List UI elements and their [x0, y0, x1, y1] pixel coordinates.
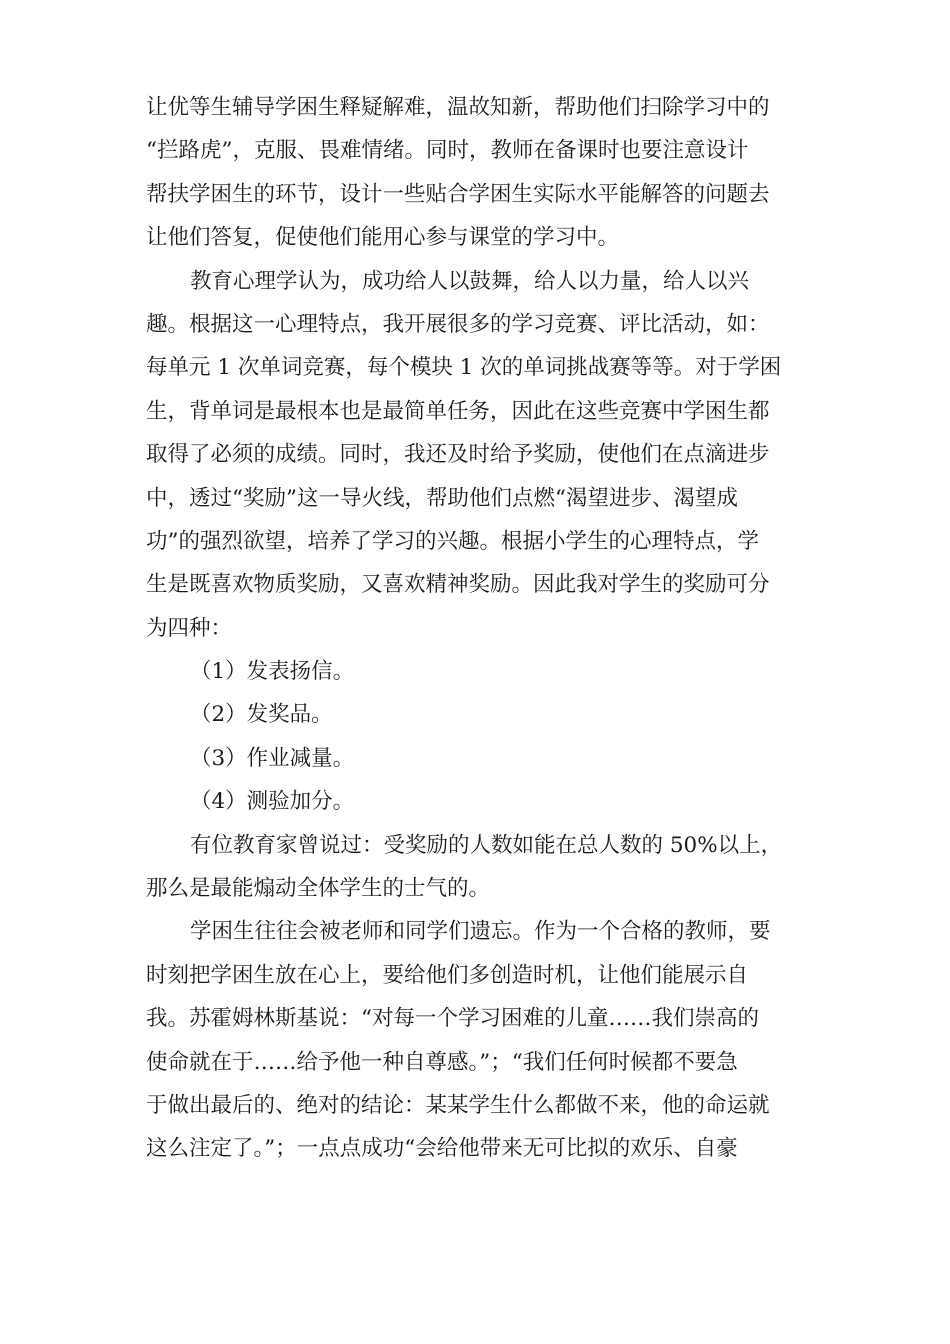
text-line: 这么注定了。”；一点点成功“会给他带来无可比拟的欢乐、自豪: [146, 1136, 738, 1162]
text-line: 让他们答复，促使他们能用心参与课堂的学习中。: [146, 225, 620, 251]
text-line: 教育心理学认为，成功给人以鼓舞，给人以力量，给人以兴: [190, 268, 750, 294]
text-line: “拦路虎”，克服、畏难情绪。同时，教师在备课时也要注意设计: [146, 138, 749, 164]
list-item: （1）发表扬信。: [190, 659, 355, 685]
paragraph-4: [146, 910, 806, 1170]
paragraph-3: [146, 824, 806, 911]
text-line: 那么是最能煽动全体学生的士气的。: [146, 876, 491, 902]
text-line: 为四种：: [146, 615, 233, 641]
text-line: 生，背单词是最根本也是最简单任务，因此在这些竞赛中学困生都: [146, 398, 770, 424]
text-line: 帮扶学困生的环节，设计一些贴合学困生实际水平能解答的问题去: [146, 181, 770, 207]
reward-list: [146, 650, 806, 824]
text-line: 功”的强烈欲望，培养了学习的兴趣。根据小学生的心理特点，学: [146, 528, 759, 554]
paragraph-1: [146, 86, 806, 260]
paragraph-2: [146, 260, 806, 651]
list-item: （4）测验加分。: [190, 789, 355, 815]
text-line: 有位教育家曾说过：受奖励的人数如能在总人数的 50%以上，: [190, 832, 783, 858]
document-body: [146, 86, 806, 1171]
text-line: 于做出最后的、绝对的结论：某某学生什么都做不来，他的命运就: [146, 1092, 770, 1118]
text-line: 使命就在于……给予他一种自尊感。”；“我们任何时候都不要急: [146, 1049, 738, 1075]
text-line: 取得了必须的成绩。同时，我还及时给予奖励，使他们在点滴进步: [146, 442, 770, 468]
text-line: 中，透过“奖励”这一导火线，帮助他们点燃“渴望进步、渴望成: [146, 485, 738, 511]
text-line: 每单元 1 次单词竞赛，每个模块 1 次的单词挑战赛等等。对于学困: [146, 355, 782, 381]
text-line: 生是既喜欢物质奖励，又喜欢精神奖励。因此我对学生的奖励可分: [146, 572, 770, 598]
text-line: 时刻把学困生放在心上，要给他们多创造时机，让他们能展示自: [146, 962, 749, 988]
list-item: （3）作业减量。: [190, 745, 355, 771]
text-line: 让优等生辅导学困生释疑解难，温故知新，帮助他们扫除学习中的: [146, 95, 770, 120]
text-line: 趣。根据这一心理特点，我开展很多的学习竞赛、评比活动，如：: [146, 311, 770, 337]
text-line: 我。苏霍姆林斯基说：“对每一个学习困难的儿童……我们崇高的: [146, 1006, 759, 1032]
text-line: 学困生往往会被老师和同学们遗忘。作为一个合格的教师，要: [190, 919, 771, 945]
list-item: （2）发奖品。: [190, 702, 333, 728]
